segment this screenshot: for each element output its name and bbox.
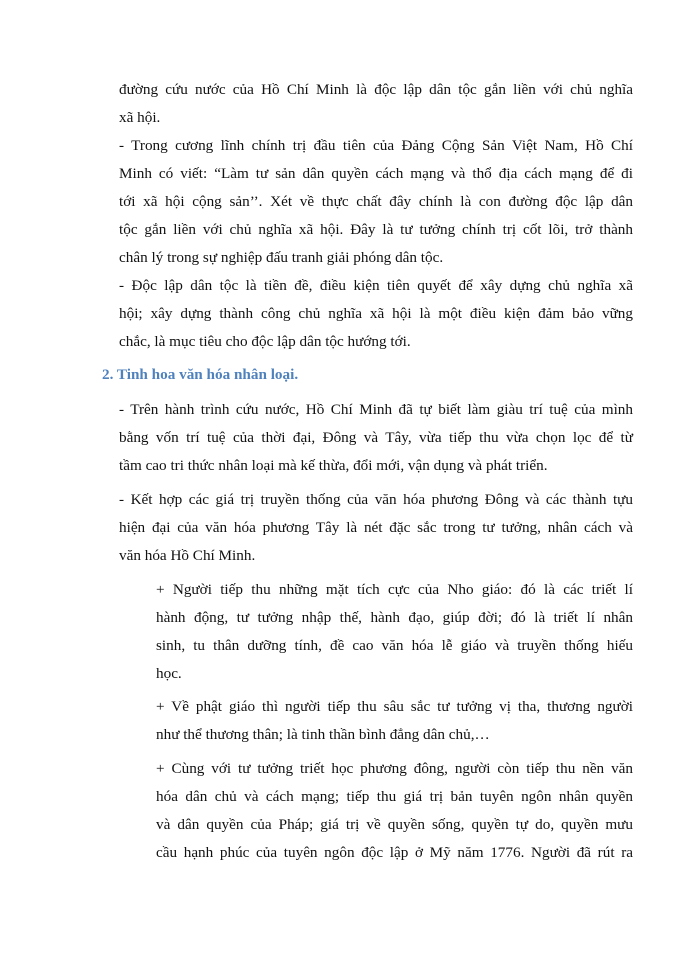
bullet-line: + Cùng với tư tưởng triết học phương đông, người còn tiếp thu nền văn bbox=[156, 760, 633, 777]
bullet-line: hành động, tư tưởng nhập thế, hành đạo, giúp đời; đó là triết lí nhân bbox=[156, 609, 633, 626]
section-heading: 2. Tinh hoa văn hóa nhân loại. bbox=[102, 366, 299, 383]
text-line: hội; xây dựng thành công chủ nghĩa xã hội là một điều kiện đảm bảo vững bbox=[119, 305, 633, 322]
text-line: tộc gắn liền với chủ nghĩa xã hội. Đây là tư tưởng chính trị cốt lõi, trở thành bbox=[119, 221, 633, 238]
bullet-line: + Về phật giáo thì người tiếp thu sâu sắc tư tưởng vị tha, thương người bbox=[156, 698, 633, 715]
text-line: bằng vốn trí tuệ của thời đại, Đông và Tây, vừa tiếp thu vừa chọn lọc để từ bbox=[119, 429, 633, 446]
text-line: tới xã hội cộng sản’’. Xét về thực chất đây chính là con đường độc lập dân bbox=[119, 193, 633, 210]
text-line: xã hội. bbox=[119, 109, 161, 126]
text-line: đường cứu nước của Hồ Chí Minh là độc lập dân tộc gắn liền với chủ nghĩa bbox=[119, 81, 633, 98]
bullet-line: học. bbox=[156, 665, 182, 682]
text-line: văn hóa Hồ Chí Minh. bbox=[119, 547, 256, 564]
bullet-line: và dân quyền của Pháp; giá trị về quyền sống, quyền tự do, quyền mưu bbox=[156, 816, 633, 833]
text-line: Minh có viết: “Làm tư sản dân quyền cách mạng và thổ địa cách mạng để đi bbox=[119, 165, 633, 182]
text-line: - Độc lập dân tộc là tiền đề, điều kiện tiên quyết để xây dựng chủ nghĩa xã bbox=[119, 277, 633, 294]
bullet-line: hóa dân chủ và cách mạng; tiếp thu giá trị bản tuyên ngôn nhân quyền bbox=[156, 788, 633, 805]
text-line: tầm cao tri thức nhân loại mà kế thừa, đổi mới, vận dụng và phát triển. bbox=[119, 457, 548, 474]
bullet-line: sinh, tu thân dưỡng tính, đề cao văn hóa lễ giáo và truyền thống hiếu bbox=[156, 637, 633, 654]
bullet-line: như thể thương thân; là tinh thần bình đẳng dân chủ,… bbox=[156, 726, 490, 743]
bullet-line: cầu hạnh phúc của tuyên ngôn độc lập ở Mỹ năm 1776. Người đã rút ra bbox=[156, 844, 633, 861]
text-line: hiện đại của văn hóa phương Tây là nét đặc sắc trong tư tưởng, nhân cách và bbox=[119, 519, 633, 536]
text-line: chắc, là mục tiêu cho độc lập dân tộc hướng tới. bbox=[119, 333, 411, 350]
text-line: - Trong cương lĩnh chính trị đầu tiên của Đảng Cộng Sản Việt Nam, Hồ Chí bbox=[119, 137, 633, 154]
text-line: - Kết hợp các giá trị truyền thống của văn hóa phương Đông và các thành tựu bbox=[119, 491, 633, 508]
text-line: chân lý trong sự nghiệp đấu tranh giải phóng dân tộc. bbox=[119, 249, 444, 266]
bullet-line: + Người tiếp thu những mặt tích cực của Nho giáo: đó là các triết lí bbox=[156, 581, 633, 598]
text-line: - Trên hành trình cứu nước, Hồ Chí Minh đã tự biết làm giàu trí tuệ của mình bbox=[119, 401, 633, 418]
